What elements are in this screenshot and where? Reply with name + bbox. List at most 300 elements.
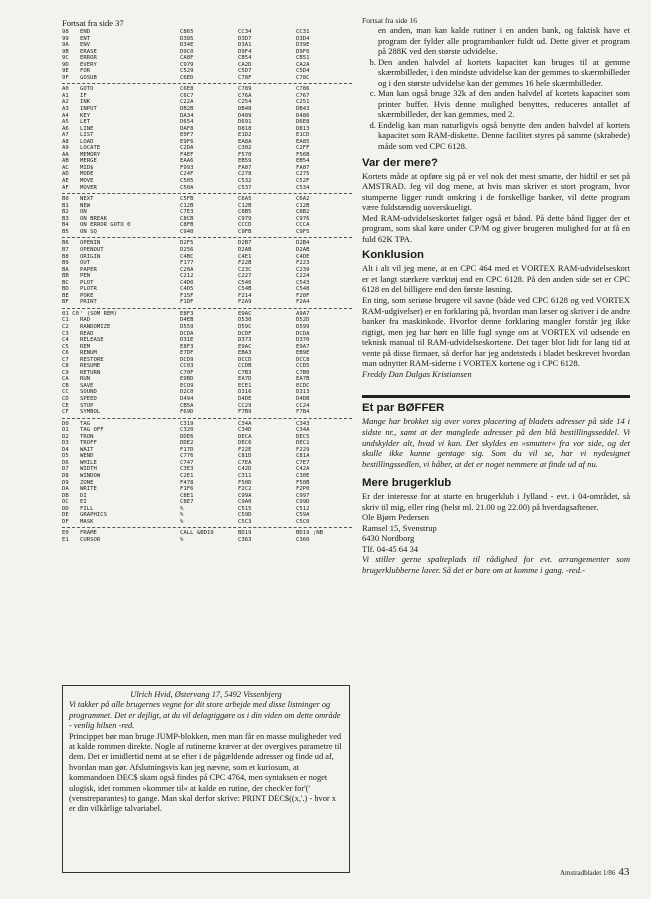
table-cell: WIDTH bbox=[80, 466, 97, 473]
table-cell: RETURN bbox=[80, 369, 101, 376]
table-cell: F2C2 bbox=[238, 486, 252, 493]
table-cell: DA34 bbox=[180, 112, 194, 119]
table-cell: DI bbox=[80, 492, 87, 499]
table-cell: C302 bbox=[238, 145, 252, 152]
table-cell: D486 bbox=[296, 112, 310, 119]
table-cell: 99 bbox=[62, 35, 69, 42]
table-cell: 9E bbox=[62, 68, 69, 75]
table-cell: E9AC bbox=[238, 343, 252, 350]
table-cell: D4DE bbox=[238, 395, 252, 402]
table-cell: C512 bbox=[296, 505, 310, 512]
table-cell: B8 bbox=[62, 253, 69, 260]
table-cell: F229 bbox=[296, 446, 310, 453]
table-cell: D370 bbox=[296, 337, 310, 344]
list-item: b. Den anden halvdel af kortets kapacitet kan bruges til at gemme skærmbilleder, i den mindste udvidelse kan der gemmes to skærmbilleder og i den største udvidelse kan der gemmes 16 hele skærmbilleder. bbox=[378, 57, 630, 89]
table-cell: D2F5 bbox=[180, 240, 194, 247]
page-footer bbox=[560, 866, 629, 878]
table-cell: C940 bbox=[180, 228, 194, 235]
table-cell: MEMORY bbox=[80, 151, 101, 158]
table-cell: TROFF bbox=[80, 440, 97, 447]
table-cell: C6ED bbox=[180, 74, 194, 81]
table-cell: ON SQ bbox=[80, 228, 97, 235]
article-author: Freddy Dan Dalgas Kristiansen bbox=[362, 368, 472, 379]
table-cell: D2B4 bbox=[296, 240, 310, 247]
table-cell: D1 bbox=[62, 427, 69, 434]
table-cell: 9F bbox=[62, 74, 69, 81]
table-cell: D2 bbox=[62, 433, 69, 440]
table-cell: DF bbox=[62, 518, 69, 525]
table-cell: C227 bbox=[238, 273, 252, 280]
table-cell: C54B bbox=[238, 286, 252, 293]
table-cell: F214 bbox=[238, 292, 252, 299]
table-cell: F7B4 bbox=[296, 409, 310, 416]
table-cell: ORIGIN bbox=[80, 253, 101, 260]
table-cell: F22E bbox=[238, 446, 252, 453]
article-continued-label: Fortsat fra side 16 bbox=[362, 16, 418, 25]
article-column bbox=[362, 16, 630, 576]
table-cell: ' (SOM REM) bbox=[80, 310, 118, 317]
table-cell: CC24 bbox=[296, 402, 310, 409]
table-cell: F4EF bbox=[180, 151, 194, 158]
table-cell: C2 bbox=[62, 323, 69, 330]
table-cell: F50D bbox=[238, 479, 252, 486]
table-cell: AA bbox=[62, 151, 69, 158]
table-cell: MOVER bbox=[80, 184, 97, 191]
table-cell: C4 bbox=[62, 337, 69, 344]
table-cell: B5 bbox=[62, 228, 69, 235]
table-cell: E9A7 bbox=[296, 343, 310, 350]
table-cell: 98 bbox=[62, 29, 69, 35]
table-cell: CB5A bbox=[180, 402, 194, 409]
table-cell: A8 bbox=[62, 138, 69, 145]
table-cell: C6E8 bbox=[180, 86, 194, 93]
table-cell: LINE bbox=[80, 125, 94, 132]
table-cell: E1D2 bbox=[238, 132, 252, 139]
article-paragraph: Alt i alt vil jeg mene, at en CPC 464 med et VORTEX RAM-udvidelseskort er et langt stærkere værktøj end en CPC 6128. På den anden side set er CPC 6128 en del billigere end den første løsning. bbox=[362, 263, 630, 295]
table-cell: DEC1 bbox=[296, 440, 310, 447]
table-cell: D256 bbox=[180, 246, 194, 253]
table-cell: C9F5 bbox=[296, 228, 310, 235]
table-cell: FRAME bbox=[80, 530, 97, 537]
table-cell: D3D7 bbox=[238, 35, 252, 42]
table-cell: C515 bbox=[238, 505, 252, 512]
listing-table bbox=[62, 29, 352, 543]
article-lead: en anden, man kan kalde rutiner i en anden bank, og faktisk have et program der fylder alle programbanker fuldt ud. Dette giver et program på 288K ved den største udvidelse. bbox=[378, 25, 630, 57]
table-cell: CC29 bbox=[238, 402, 252, 409]
table-cell: 9A bbox=[62, 42, 69, 49]
table-cell: PLOT bbox=[80, 279, 94, 286]
table-cell: ECO9 bbox=[180, 382, 194, 389]
table-cell: LET bbox=[80, 119, 91, 126]
table-cell: C5D4 bbox=[296, 68, 310, 75]
table-cell: CC31 bbox=[296, 29, 310, 35]
table-cell: RAD bbox=[80, 317, 91, 324]
section-heading: Et par BØFFER bbox=[362, 402, 445, 415]
table-cell: F17D bbox=[180, 446, 194, 453]
klub-section bbox=[362, 477, 630, 575]
table-cell: C5FB bbox=[180, 196, 194, 203]
table-cell: DAF8 bbox=[180, 125, 194, 132]
table-cell: CA8F bbox=[180, 55, 194, 62]
table-cell: TAG OFF bbox=[80, 427, 104, 434]
table-cell: BD19 ;NB bbox=[296, 530, 323, 537]
table-cell: D34E bbox=[180, 42, 194, 49]
table-cell: DECA bbox=[238, 433, 252, 440]
table-cell: C311 bbox=[238, 473, 252, 479]
table-cell: C224 bbox=[296, 273, 310, 280]
table-cell: E8F3 bbox=[180, 310, 194, 317]
table-cell: C4D5 bbox=[180, 286, 194, 293]
table-cell: ERASE bbox=[80, 48, 97, 55]
table-cell: DCDA bbox=[296, 330, 310, 337]
table-cell: CD bbox=[62, 395, 69, 402]
table-cell: CB51 bbox=[296, 55, 310, 62]
table-cell: C1 bbox=[62, 317, 69, 324]
table-cell: GRAPHICS bbox=[80, 512, 107, 519]
table-cell: B1 bbox=[62, 202, 69, 209]
table-cell: D691 bbox=[238, 119, 252, 126]
table-cell: DDE2 bbox=[180, 440, 194, 447]
table-cell: EA85 bbox=[296, 138, 310, 145]
table-cell: E7DF bbox=[180, 350, 194, 357]
table-cell: EB54 bbox=[296, 158, 310, 165]
table-cell: D530 bbox=[238, 317, 252, 324]
table-cell: C320 bbox=[180, 427, 194, 434]
table-cell: C363 bbox=[238, 536, 252, 543]
table-cell: F2A4 bbox=[296, 299, 310, 306]
table-cell: C3E3 bbox=[180, 466, 194, 473]
table-cell: TAG bbox=[80, 420, 91, 427]
table-cell: % bbox=[180, 512, 184, 519]
table-cell: PEN bbox=[80, 273, 91, 280]
table-cell: D654 bbox=[180, 119, 194, 126]
table-cell: IF bbox=[80, 92, 87, 99]
table-cell: C532 bbox=[238, 178, 252, 185]
table-cell: C529 bbox=[180, 68, 194, 75]
table-cell: BA bbox=[62, 266, 69, 273]
table-row bbox=[62, 409, 352, 416]
table-cell: AF bbox=[62, 184, 69, 191]
table-cell: EA8A bbox=[238, 138, 252, 145]
table-cell: D9 bbox=[62, 479, 69, 486]
klub-text: Er der interesse for at starte en brugerklub i Jylland - evt. i 04-området, så skriv til mig, eller ring (helst ml. 21.00 og 22.00) på hverdagsaftener. bbox=[362, 491, 630, 512]
table-cell: D313 bbox=[296, 389, 310, 396]
table-cell: C865 bbox=[180, 29, 194, 35]
table-cell: F993 bbox=[180, 164, 194, 171]
table-cell: D59C bbox=[238, 323, 252, 330]
table-cell: C543 bbox=[296, 279, 310, 286]
table-cell: OUT bbox=[80, 260, 91, 267]
table-cell: E9BD bbox=[180, 376, 194, 383]
letter-editor-reply: Vi takker på alle brugernes vegne for dit store arbejde med disse listninger og programmet. Det er dejligt, at du vil delagtiggøre os i din viden om dette område - venlig hilsen -red. bbox=[69, 700, 341, 731]
table-cell: D3 bbox=[62, 440, 69, 447]
table-cell: ERROR bbox=[80, 55, 97, 62]
table-cell: ECE1 bbox=[238, 382, 252, 389]
table-cell: % bbox=[180, 518, 184, 525]
table-cell: C23C bbox=[238, 266, 252, 273]
table-cell: BF bbox=[62, 299, 69, 306]
table-cell: CC bbox=[62, 389, 69, 396]
table-cell: PRINT bbox=[80, 299, 97, 306]
table-cell: TRON bbox=[80, 433, 94, 440]
table-cell: D6 bbox=[62, 459, 69, 466]
table-cell: C30E bbox=[296, 473, 310, 479]
table-cell: C99D bbox=[296, 499, 310, 506]
table-cell: A7 bbox=[62, 132, 69, 139]
table-cell: MASK bbox=[80, 518, 94, 525]
klub-city: 6430 Nordborg bbox=[362, 533, 415, 544]
table-cell: RENUM bbox=[80, 350, 97, 357]
table-cell: AC bbox=[62, 164, 69, 171]
table-cell: D52D bbox=[296, 317, 310, 324]
table-cell: C7B3 bbox=[238, 369, 252, 376]
table-cell: C6A2 bbox=[296, 196, 310, 203]
article-list bbox=[362, 57, 630, 152]
table-cell: DCC8 bbox=[296, 356, 310, 363]
table-cell: D2AB bbox=[296, 246, 310, 253]
listing-continued-label: Fortsat fra side 37 bbox=[62, 18, 124, 28]
table-cell: CE bbox=[62, 402, 69, 409]
table-cell: DCDF bbox=[238, 330, 252, 337]
table-cell: C7 bbox=[62, 356, 69, 363]
table-cell: ON bbox=[80, 209, 87, 216]
table-cell: C34A bbox=[238, 420, 252, 427]
table-cell: C976 bbox=[296, 215, 310, 222]
table-cell: C534 bbox=[296, 184, 310, 191]
table-cell: CA2A bbox=[296, 61, 310, 68]
table-cell: EAA6 bbox=[180, 158, 194, 165]
table-cell: D8 bbox=[62, 473, 69, 479]
table-cell: C20A bbox=[180, 266, 194, 273]
table-cell: C99A bbox=[238, 492, 252, 499]
table-cell: C5D7 bbox=[238, 68, 252, 75]
table-cell: C548 bbox=[296, 286, 310, 293]
table-cell: CCCD bbox=[238, 222, 252, 229]
table-cell: F69D bbox=[180, 409, 194, 416]
table-cell: INPUT bbox=[80, 106, 97, 113]
table-cell: B2 bbox=[62, 209, 69, 216]
table-cell: C4D0 bbox=[180, 279, 194, 286]
table-cell: E1 bbox=[62, 536, 69, 543]
table-cell: F56B bbox=[296, 151, 310, 158]
table-cell: SOUND bbox=[80, 389, 97, 396]
table-cell: C2DA bbox=[180, 145, 194, 152]
table-cell: F7B9 bbox=[238, 409, 252, 416]
table-cell: CA bbox=[62, 376, 69, 383]
table-cell: FOR bbox=[80, 68, 91, 75]
table-cell: C9 bbox=[62, 369, 69, 376]
table-cell: MOVE bbox=[80, 178, 94, 185]
table-cell: C747 bbox=[180, 459, 194, 466]
klub-street: Ramsel 15, Svenstrup bbox=[362, 522, 437, 533]
table-cell: F22B bbox=[238, 260, 252, 267]
table-cell: EB9E bbox=[296, 350, 310, 357]
table-cell: CB54 bbox=[238, 55, 252, 62]
table-cell: C212 bbox=[180, 273, 194, 280]
table-cell: F2P0 bbox=[296, 486, 310, 493]
table-cell: D599 bbox=[296, 323, 310, 330]
table-cell: F2A9 bbox=[238, 299, 252, 306]
table-row bbox=[62, 185, 352, 192]
table-cell: C12B bbox=[180, 202, 194, 209]
table-row bbox=[62, 519, 352, 526]
table-cell: C8B2 bbox=[296, 209, 310, 216]
table-cell: % bbox=[180, 536, 184, 543]
table-cell: A3 bbox=[62, 106, 69, 113]
table-cell: BE bbox=[62, 292, 69, 299]
table-cell: D4DB bbox=[296, 395, 310, 402]
table-cell: MID$ bbox=[80, 164, 94, 171]
table-cell: D39E bbox=[296, 42, 310, 49]
table-cell: C7B0 bbox=[296, 369, 310, 376]
table-cell: E9AC bbox=[238, 310, 252, 317]
table-cell: C7E7 bbox=[296, 459, 310, 466]
table-cell: C786 bbox=[296, 86, 310, 93]
table-cell: C78F bbox=[238, 74, 252, 81]
table-cell: 01 C0 bbox=[62, 310, 79, 317]
table-cell: C34A bbox=[296, 427, 310, 434]
letter-address: Ulrich Hvid, Østervang 17, 5492 Vissenbjerg bbox=[130, 690, 282, 699]
table-cell: D6E8 bbox=[296, 119, 310, 126]
table-cell: C22A bbox=[180, 99, 194, 106]
table-cell: E9F6 bbox=[180, 138, 194, 145]
table-cell: POKE bbox=[80, 292, 94, 299]
table-cell: F20F bbox=[296, 292, 310, 299]
table-cell: DD bbox=[62, 505, 69, 512]
table-cell: C789 bbox=[238, 86, 252, 93]
table-cell: C343 bbox=[296, 420, 310, 427]
table-cell: C776 bbox=[180, 453, 194, 460]
table-cell: C5C0 bbox=[296, 518, 310, 525]
table-cell: MODE bbox=[80, 171, 94, 178]
table-cell: DE bbox=[62, 512, 69, 519]
table-cell: BD bbox=[62, 286, 69, 293]
table-cell: SYMBOL bbox=[80, 409, 101, 416]
table-cell: E8F3 bbox=[180, 343, 194, 350]
page-number: 43 bbox=[618, 866, 630, 878]
listing-separator bbox=[62, 83, 352, 84]
table-cell: CURSOR bbox=[80, 536, 101, 543]
table-cell: C8B5 bbox=[238, 209, 252, 216]
table-cell: C12B bbox=[238, 202, 252, 209]
table-cell: ECDC bbox=[296, 382, 310, 389]
table-cell: ZONE bbox=[80, 479, 94, 486]
table-cell: A1 bbox=[62, 92, 69, 99]
table-cell: RELEASE bbox=[80, 337, 104, 344]
table-cell: RUN bbox=[80, 376, 91, 383]
table-cell: EB59 bbox=[238, 158, 252, 165]
table-cell: CCD5 bbox=[296, 363, 310, 370]
table-cell: CC34 bbox=[238, 29, 252, 35]
table-cell: D0 bbox=[62, 420, 69, 427]
table-cell: F1DF bbox=[180, 299, 194, 306]
table-cell: F223 bbox=[296, 260, 310, 267]
table-cell: C4BC bbox=[180, 253, 194, 260]
table-cell: B3 bbox=[62, 215, 69, 222]
table-cell: NEXT bbox=[80, 196, 94, 203]
table-cell: C9FB bbox=[238, 228, 252, 235]
table-cell: C7E3 bbox=[180, 209, 194, 216]
table-cell: DB48 bbox=[238, 106, 252, 113]
table-cell: C2FF bbox=[296, 145, 310, 152]
table-cell: DB bbox=[62, 492, 69, 499]
table-cell: C360 bbox=[296, 536, 310, 543]
list-item: d. Endelig kan man naturligvis også benytte den anden halvdel af kortets kapacitet som RAM-diskette. Denne facilitet styres på samme (skrabede) måde som ved CPC 6128. bbox=[378, 120, 630, 152]
table-cell: C3 bbox=[62, 330, 69, 337]
table-cell: PAPER bbox=[80, 266, 97, 273]
table-cell: INK bbox=[80, 99, 91, 106]
table-cell: WHILE bbox=[80, 459, 97, 466]
table-cell: CF bbox=[62, 409, 69, 416]
table-cell: CB bbox=[62, 382, 69, 389]
article-paragraph: Kortets måde at opføre sig på er vel nok det mest smarte, der hidtil er set på AMSTRAD. Jeg vil dog mene, at hvis man skriver et stort program, hvor stumperne ligger rundt omkring i de forskellige banker, vil dette program være fuldstændig uoverskueligt. bbox=[362, 170, 630, 213]
table-cell: C251 bbox=[296, 99, 310, 106]
table-cell: F1F6 bbox=[180, 486, 194, 493]
table-cell: D3D4 bbox=[296, 35, 310, 42]
table-cell: C7EA bbox=[238, 459, 252, 466]
table-cell: CC03 bbox=[180, 363, 194, 370]
table-cell: D3A1 bbox=[238, 42, 252, 49]
table-cell: WAIT bbox=[80, 446, 94, 453]
table-cell: C5 bbox=[62, 343, 69, 350]
table-cell: B7 bbox=[62, 246, 69, 253]
table-cell: C239 bbox=[296, 266, 310, 273]
table-cell: EA7B bbox=[296, 376, 310, 383]
table-cell: END bbox=[80, 29, 91, 35]
article-paragraph: Med RAM-udvidelseskortet følger også et bånd. På dette bånd ligger der et program, som skal køre under CP/M og giver brugeren mulighed for at få en fuld 62K TPA. bbox=[362, 212, 630, 244]
table-cell: D2B7 bbox=[238, 240, 252, 247]
table-cell: CA2D bbox=[238, 61, 252, 68]
table-cell: RESUME bbox=[80, 363, 101, 370]
table-cell: E0F7 bbox=[180, 132, 194, 139]
table-cell: ENV bbox=[80, 42, 91, 49]
table-cell: C6 bbox=[62, 350, 69, 357]
table-cell: % bbox=[180, 505, 184, 512]
table-cell: AE bbox=[62, 178, 69, 185]
table-cell: D9F4 bbox=[238, 48, 252, 55]
table-cell: F570 bbox=[238, 151, 252, 158]
table-cell: D818 bbox=[238, 125, 252, 132]
table-cell: BD19 bbox=[238, 530, 252, 537]
table-cell: C6A5 bbox=[238, 196, 252, 203]
table-cell: ENT bbox=[80, 35, 91, 42]
table-cell: C319 bbox=[180, 420, 194, 427]
table-cell: C505 bbox=[180, 178, 194, 185]
table-cell: D494 bbox=[180, 395, 194, 402]
klub-phone: Tlf. 04-45 64 34 bbox=[362, 543, 419, 554]
table-cell: FA07 bbox=[238, 164, 252, 171]
table-cell: F15F bbox=[180, 292, 194, 299]
table-cell: C8FB bbox=[180, 222, 194, 229]
table-cell: C254 bbox=[238, 99, 252, 106]
table-cell: D373 bbox=[238, 337, 252, 344]
table-cell: BC bbox=[62, 279, 69, 286]
table-cell: CALL &BD19 bbox=[180, 530, 214, 537]
listing-separator bbox=[62, 308, 352, 309]
table-cell: C979 bbox=[238, 215, 252, 222]
magazine-issue: Amstradbladet 1/86 bbox=[560, 869, 616, 877]
token-listing bbox=[62, 18, 352, 543]
table-cell: C4E1 bbox=[238, 253, 252, 260]
table-cell: PLOTR bbox=[80, 286, 97, 293]
table-cell: C997 bbox=[296, 492, 310, 499]
table-cell: LIST bbox=[80, 132, 94, 139]
table-cell: D31E bbox=[180, 337, 194, 344]
table-row bbox=[62, 75, 352, 82]
table-cell: EI bbox=[80, 499, 87, 506]
table-cell: OPENOUT bbox=[80, 246, 104, 253]
table-cell: NEW bbox=[80, 202, 91, 209]
